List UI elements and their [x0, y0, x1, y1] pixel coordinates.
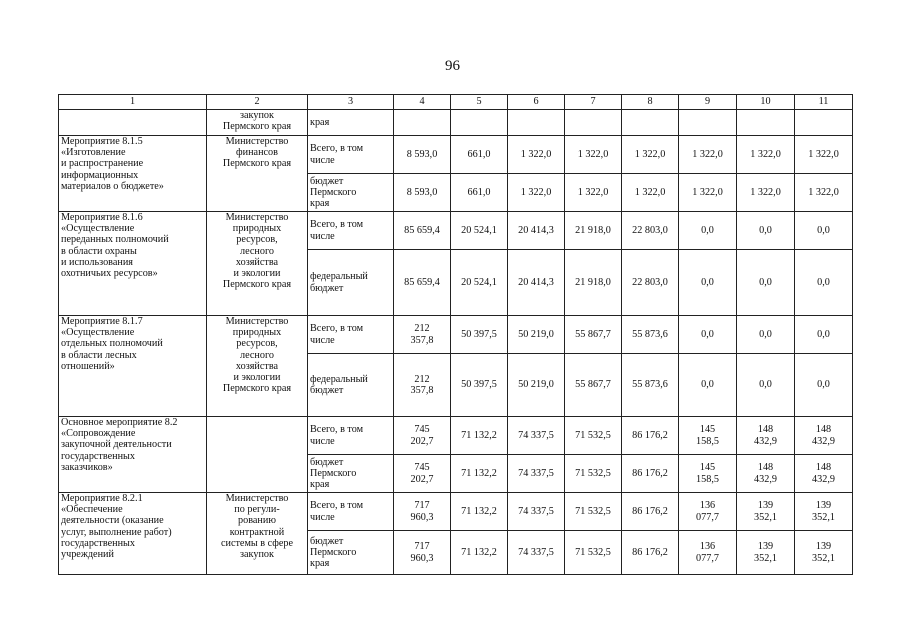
value-cell: 148 432,9: [795, 417, 853, 455]
value-cell: 1 322,0: [795, 174, 853, 212]
value-cell: 0,0: [679, 250, 737, 316]
value-cell: 139 352,1: [795, 531, 853, 575]
funding-source-cell: Всего, в том числе: [308, 417, 394, 455]
column-header: 5: [451, 95, 508, 110]
value-cell: 1 322,0: [565, 136, 622, 174]
table-row: [59, 136, 853, 174]
value-cell: 139 352,1: [737, 493, 795, 531]
value-cell: 74 337,5: [508, 531, 565, 575]
value-cell: 55 867,7: [565, 354, 622, 417]
value-cell: [451, 110, 508, 136]
column-header: 10: [737, 95, 795, 110]
value-cell: 661,0: [451, 136, 508, 174]
value-cell: 145 158,5: [679, 417, 737, 455]
value-cell: 71 132,2: [451, 493, 508, 531]
value-cell: [679, 110, 737, 136]
value-cell: 55 873,6: [622, 316, 679, 354]
value-cell: 1 322,0: [679, 174, 737, 212]
value-cell: 71 132,2: [451, 531, 508, 575]
table-body: [59, 110, 853, 575]
measure-name-cell: Мероприятие 8.1.5 «Изготовление и распространение информационных материалов о бюджете»: [59, 136, 207, 212]
value-cell: 85 659,4: [394, 250, 451, 316]
value-cell: 1 322,0: [737, 136, 795, 174]
value-cell: 71 132,2: [451, 417, 508, 455]
value-cell: 71 532,5: [565, 531, 622, 575]
value-cell: 50 219,0: [508, 354, 565, 417]
value-cell: 74 337,5: [508, 493, 565, 531]
value-cell: 22 803,0: [622, 250, 679, 316]
funding-source-cell: федеральный бюджет: [308, 354, 394, 417]
value-cell: 55 873,6: [622, 354, 679, 417]
value-cell: 0,0: [737, 316, 795, 354]
value-cell: 50 397,5: [451, 354, 508, 417]
value-cell: 1 322,0: [679, 136, 737, 174]
value-cell: 717 960,3: [394, 493, 451, 531]
measure-name-cell: [59, 110, 207, 136]
value-cell: 745 202,7: [394, 417, 451, 455]
funding-source-cell: Всего, в том числе: [308, 493, 394, 531]
value-cell: 212 357,8: [394, 316, 451, 354]
measure-name-cell: Мероприятие 8.2.1 «Обеспечение деятельности (оказание услуг, выполнение работ) государственных учреждений: [59, 493, 207, 575]
value-cell: 136 077,7: [679, 531, 737, 575]
value-cell: 71 132,2: [451, 455, 508, 493]
value-cell: 0,0: [737, 212, 795, 250]
value-cell: 8 593,0: [394, 174, 451, 212]
value-cell: 1 322,0: [508, 136, 565, 174]
value-cell: 0,0: [679, 354, 737, 417]
value-cell: [394, 110, 451, 136]
budget-table: [58, 94, 853, 575]
table-row: [59, 417, 853, 455]
value-cell: 139 352,1: [795, 493, 853, 531]
value-cell: 0,0: [795, 250, 853, 316]
value-cell: 21 918,0: [565, 212, 622, 250]
measure-name-cell: Мероприятие 8.1.7 «Осуществление отдельных полномочий в области лесных отношений»: [59, 316, 207, 417]
funding-source-cell: бюджет Пермского края: [308, 455, 394, 493]
funding-source-cell: края: [308, 110, 394, 136]
value-cell: 20 414,3: [508, 250, 565, 316]
funding-source-cell: Всего, в том числе: [308, 316, 394, 354]
funding-source-cell: федеральный бюджет: [308, 250, 394, 316]
value-cell: [795, 110, 853, 136]
column-header: 7: [565, 95, 622, 110]
value-cell: 1 322,0: [795, 136, 853, 174]
value-cell: 20 414,3: [508, 212, 565, 250]
value-cell: 55 867,7: [565, 316, 622, 354]
funding-source-cell: бюджет Пермского края: [308, 531, 394, 575]
value-cell: 20 524,1: [451, 250, 508, 316]
column-header: 8: [622, 95, 679, 110]
executor-cell: Министерство финансов Пермского края: [207, 136, 308, 212]
table-row: [59, 493, 853, 531]
value-cell: 148 432,9: [795, 455, 853, 493]
value-cell: 86 176,2: [622, 417, 679, 455]
value-cell: [508, 110, 565, 136]
value-cell: 745 202,7: [394, 455, 451, 493]
column-header: 11: [795, 95, 853, 110]
value-cell: 0,0: [795, 212, 853, 250]
value-cell: 21 918,0: [565, 250, 622, 316]
value-cell: 661,0: [451, 174, 508, 212]
funding-source-cell: бюджет Пермского края: [308, 174, 394, 212]
value-cell: 1 322,0: [622, 174, 679, 212]
value-cell: 22 803,0: [622, 212, 679, 250]
page-number: 96: [445, 58, 460, 74]
column-header: 3: [308, 95, 394, 110]
value-cell: 148 432,9: [737, 455, 795, 493]
value-cell: 1 322,0: [622, 136, 679, 174]
value-cell: 1 322,0: [737, 174, 795, 212]
column-header: 6: [508, 95, 565, 110]
value-cell: 50 219,0: [508, 316, 565, 354]
value-cell: 139 352,1: [737, 531, 795, 575]
value-cell: 74 337,5: [508, 417, 565, 455]
column-header: 9: [679, 95, 737, 110]
value-cell: 71 532,5: [565, 455, 622, 493]
value-cell: 0,0: [795, 316, 853, 354]
value-cell: 0,0: [679, 316, 737, 354]
value-cell: 0,0: [737, 354, 795, 417]
executor-cell: Министерство природных ресурсов, лесного хозяйства и экологии Пермского края: [207, 212, 308, 316]
value-cell: [565, 110, 622, 136]
value-cell: 0,0: [795, 354, 853, 417]
value-cell: 212 357,8: [394, 354, 451, 417]
value-cell: 86 176,2: [622, 493, 679, 531]
value-cell: 717 960,3: [394, 531, 451, 575]
value-cell: 86 176,2: [622, 455, 679, 493]
column-header: 1: [59, 95, 207, 110]
executor-cell: закупок Пермского края: [207, 110, 308, 136]
value-cell: 145 158,5: [679, 455, 737, 493]
value-cell: 0,0: [679, 212, 737, 250]
measure-name-cell: Основное мероприятие 8.2 «Сопровождение закупочной деятельности государственных заказчиков»: [59, 417, 207, 493]
executor-cell: Министерство по регули- рованию контрактной системы в сфере закупок: [207, 493, 308, 575]
column-header-row: [59, 95, 853, 110]
measure-name-cell: Мероприятие 8.1.6 «Осуществление переданных полномочий в области охраны и использования охотничьих ресурсов»: [59, 212, 207, 316]
executor-cell: [207, 417, 308, 493]
funding-source-cell: Всего, в том числе: [308, 212, 394, 250]
value-cell: 20 524,1: [451, 212, 508, 250]
value-cell: [622, 110, 679, 136]
column-header: 4: [394, 95, 451, 110]
value-cell: 8 593,0: [394, 136, 451, 174]
value-cell: 0,0: [737, 250, 795, 316]
value-cell: 50 397,5: [451, 316, 508, 354]
value-cell: 74 337,5: [508, 455, 565, 493]
table-row: [59, 316, 853, 354]
value-cell: 136 077,7: [679, 493, 737, 531]
executor-cell: Министерство природных ресурсов, лесного хозяйства и экологии Пермского края: [207, 316, 308, 417]
value-cell: [737, 110, 795, 136]
funding-source-cell: Всего, в том числе: [308, 136, 394, 174]
value-cell: 86 176,2: [622, 531, 679, 575]
value-cell: 1 322,0: [565, 174, 622, 212]
table-row: [59, 212, 853, 250]
value-cell: 85 659,4: [394, 212, 451, 250]
value-cell: 71 532,5: [565, 493, 622, 531]
column-header: 2: [207, 95, 308, 110]
value-cell: 71 532,5: [565, 417, 622, 455]
value-cell: 1 322,0: [508, 174, 565, 212]
value-cell: 148 432,9: [737, 417, 795, 455]
table-row: [59, 110, 853, 136]
